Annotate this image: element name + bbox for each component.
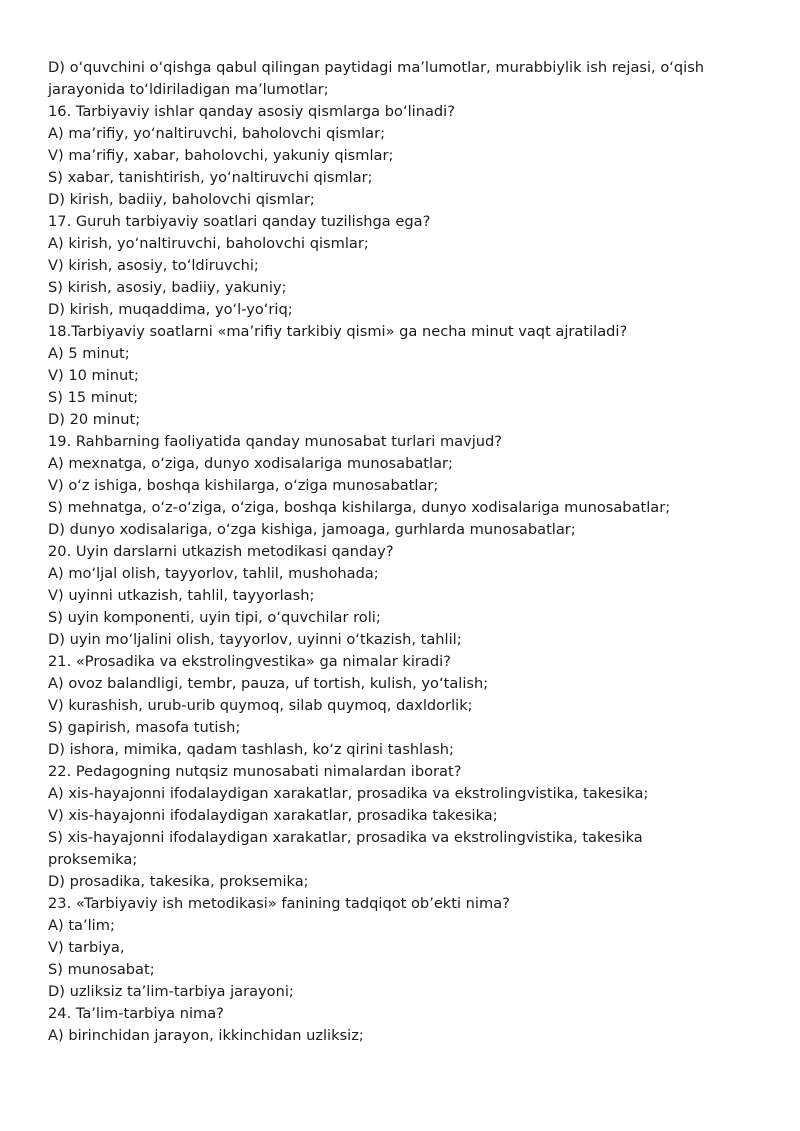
answer-option-continuation: proksemika;	[48, 851, 138, 868]
answer-option: S) uyin komponenti, uyin tipi, o‘quvchilar roli;	[48, 609, 381, 626]
answer-option: A) mo‘ljal olish, tayyorlov, tahlil, mushohada;	[48, 565, 379, 582]
document-page	[48, 57, 768, 1047]
answer-option: V) kurashish, urub-urib quymoq, silab quymoq, daxldorlik;	[48, 697, 473, 714]
answer-option: V) tarbiya,	[48, 939, 125, 956]
answer-option: S) kirish, asosiy, badiiy, yakuniy;	[48, 279, 287, 296]
answer-option: D) uzliksiz ta’lim-tarbiya jarayoni;	[48, 983, 294, 1000]
answer-option: D) o‘quvchini o‘qishga qabul qilingan paytidagi ma’lumotlar, murabbiylik ish rejasi, o‘qish	[48, 59, 705, 76]
answer-option: A) kirish, yo‘naltiruvchi, baholovchi qismlar;	[48, 235, 369, 252]
answer-option: V) xis-hayajonni ifodalaydigan xarakatlar, prosadika takesika;	[48, 807, 498, 824]
answer-option: D) uyin mo‘ljalini olish, tayyorlov, uyinni o‘tkazish, tahlil;	[48, 631, 462, 648]
answer-option: A) 5 minut;	[48, 345, 130, 362]
answer-option: D) kirish, muqaddima, yo‘l-yo‘riq;	[48, 301, 293, 318]
question-18: 18.Tarbiyaviy soatlarni «ma’rifiy tarkibiy qismi» ga necha minut vaqt ajratiladi?	[48, 323, 628, 340]
question-16: 16. Tarbiyaviy ishlar qanday asosiy qismlarga bo‘linadi?	[48, 103, 455, 120]
answer-option: V) kirish, asosiy, to‘ldiruvchi;	[48, 257, 259, 274]
answer-option: A) xis-hayajonni ifodalaydigan xarakatlar, prosadika va ekstrolingvistika, takesika;	[48, 785, 649, 802]
question-21: 21. «Prosadika va ekstrolingvestika» ga nimalar kiradi?	[48, 653, 451, 670]
answer-option: D) ishora, mimika, qadam tashlash, ko‘z qirini tashlash;	[48, 741, 454, 758]
answer-option: S) mehnatga, o‘z-o‘ziga, o‘ziga, boshqa kishilarga, dunyo xodisalariga munosabatlar;	[48, 499, 671, 516]
answer-option-continuation: jarayonida to‘ldiriladigan ma’lumotlar;	[48, 81, 329, 98]
answer-option: V) 10 minut;	[48, 367, 139, 384]
question-23: 23. «Tarbiyaviy ish metodikasi» fanining tadqiqot ob’ekti nima?	[48, 895, 510, 912]
question-24: 24. Ta’lim-tarbiya nima?	[48, 1005, 224, 1022]
answer-option: S) munosabat;	[48, 961, 155, 978]
answer-option: A) ta’lim;	[48, 917, 115, 934]
answer-option: V) o‘z ishiga, boshqa kishilarga, o‘ziga munosabatlar;	[48, 477, 439, 494]
answer-option: A) ovoz balandligi, tembr, pauza, uf tortish, kulish, yo‘talish;	[48, 675, 489, 692]
question-17: 17. Guruh tarbiyaviy soatlari qanday tuzilishga ega?	[48, 213, 431, 230]
answer-option: S) xabar, tanishtirish, yo‘naltiruvchi qismlar;	[48, 169, 373, 186]
answer-option: D) dunyo xodisalariga, o‘zga kishiga, jamoaga, gurhlarda munosabatlar;	[48, 521, 576, 538]
answer-option: S) 15 minut;	[48, 389, 139, 406]
answer-option: S) gapirish, masofa tutish;	[48, 719, 241, 736]
answer-option: A) mexnatga, o‘ziga, dunyo xodisalariga munosabatlar;	[48, 455, 453, 472]
answer-option: A) ma’rifiy, yo‘naltiruvchi, baholovchi qismlar;	[48, 125, 386, 142]
question-22: 22. Pedagogning nutqsiz munosabati nimalardan iborat?	[48, 763, 462, 780]
answer-option: D) 20 minut;	[48, 411, 141, 428]
answer-option: A) birinchidan jarayon, ikkinchidan uzliksiz;	[48, 1027, 364, 1044]
answer-option: D) prosadika, takesika, proksemika;	[48, 873, 309, 890]
answer-option: V) ma’rifiy, xabar, baholovchi, yakuniy qismlar;	[48, 147, 394, 164]
question-19: 19. Rahbarning faoliyatida qanday munosabat turlari mavjud?	[48, 433, 503, 450]
answer-option: S) xis-hayajonni ifodalaydigan xarakatlar, prosadika va ekstrolingvistika, takesika	[48, 829, 643, 846]
question-20: 20. Uyin darslarni utkazish metodikasi qanday?	[48, 543, 394, 560]
answer-option: V) uyinni utkazish, tahlil, tayyorlash;	[48, 587, 315, 604]
answer-option: D) kirish, badiiy, baholovchi qismlar;	[48, 191, 315, 208]
